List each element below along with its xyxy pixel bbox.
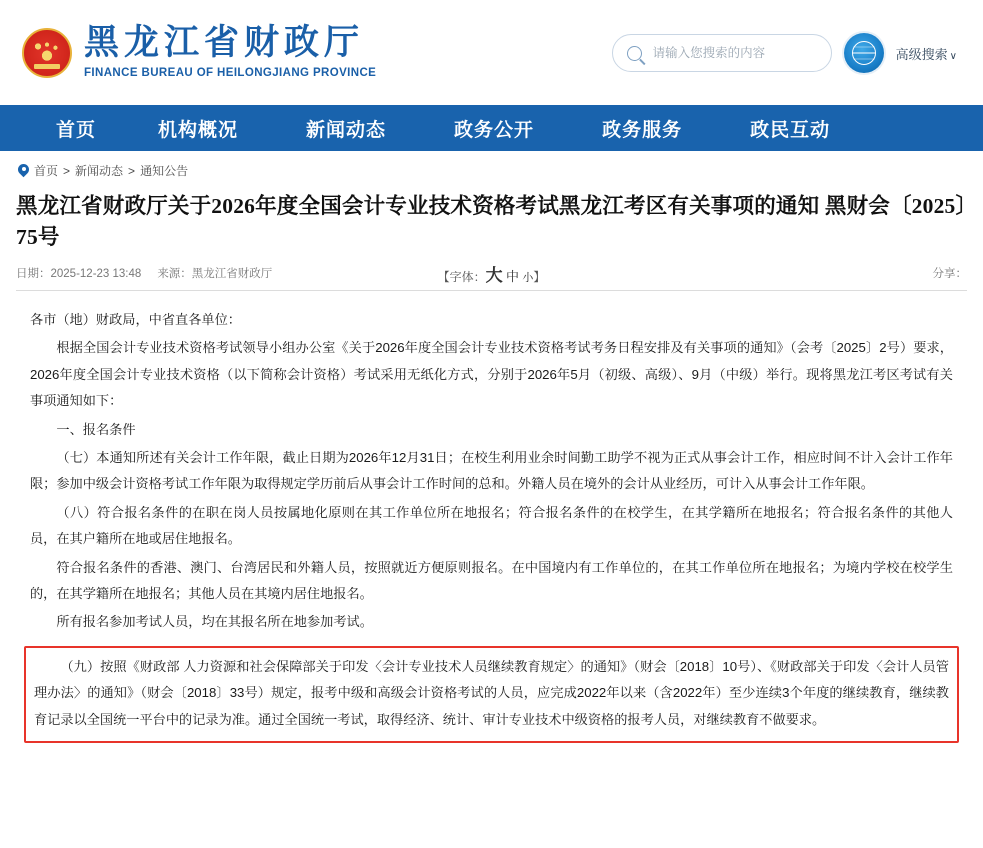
highlighted-paragraph-box — [24, 646, 959, 743]
article-meta — [16, 265, 967, 291]
article-paragraph: （八）符合报名条件的在职在岗人员按属地化原则在其工作单位所在地报名；符合报名条件的在校学生，在其学籍所在地报名；符合报名条件的其他人员，在其户籍所在地或居住地报名。 — [30, 504, 953, 547]
article-paragraph: （七）本通知所述有关会计工作年限，截止日期为2026年12月31日；在校生利用业余时间勤工助学不视为正式从事会计工作，相应时间不计入会计工作年限；参加中级会计资格考试工作年限为取得规定学历前后从事会计工作时间的总和。外籍人员在境外的会计从业经历，可计入从事会计工作年限。 — [30, 450, 953, 492]
font-size-medium-button[interactable]: 中 — [505, 268, 520, 284]
share-label: 分享： — [932, 268, 967, 280]
nav-item-public-interaction[interactable]: 政民互动 — [750, 119, 831, 141]
search-box[interactable] — [612, 34, 832, 72]
font-size-control — [438, 261, 546, 286]
article-source: 来源：黑龙江省财政厅 — [157, 268, 273, 280]
article-paragraph: 所有报名参加考试人员，均在其报名所在地参加考试。 — [56, 614, 373, 630]
nav-item-organization[interactable]: 机构概况 — [158, 119, 239, 141]
location-pin-icon — [18, 164, 29, 177]
site-header — [0, 0, 983, 105]
globe-icon[interactable] — [844, 33, 884, 73]
search-input[interactable] — [651, 45, 817, 61]
article-date: 日期：2025-12-23 13:48 — [16, 268, 142, 280]
article-paragraph: 根据全国会计专业技术资格考试领导小组办公室《关于2026年度全国会计专业技术资格考试考务日程安排及有关事项的通知》（会考〔2025〕2号）要求，2026年度全国会计专业技术资格（以下简称会计资格）考试采用无纸化方式，分别于2026年5月（初级、高级）、9月（中级）举行。现将黑龙江考区考试有关事项通知如下： — [30, 340, 953, 409]
national-emblem-icon — [22, 28, 72, 78]
font-size-suffix: 】 — [533, 269, 546, 284]
main-nav — [0, 105, 983, 151]
advanced-search-label: 高级搜索 — [895, 46, 948, 62]
breadcrumb-separator: > — [128, 163, 136, 178]
nav-item-home[interactable]: 首页 — [56, 119, 97, 141]
article-paragraph: 各市（地）财政局，中省直各单位： — [30, 312, 241, 327]
font-size-small-button[interactable]: 小 — [522, 271, 534, 284]
breadcrumb-item-home[interactable]: 首页 — [34, 164, 59, 178]
nav-item-affairs-service[interactable]: 政务服务 — [602, 119, 683, 141]
font-size-large-button[interactable]: 大 — [485, 265, 503, 285]
breadcrumb — [0, 151, 983, 185]
breadcrumb-item-notice[interactable]: 通知公告 — [140, 164, 189, 178]
nav-item-news[interactable]: 新闻动态 — [306, 119, 387, 141]
site-subtitle: FINANCE BUREAU OF HEILONGJIANG PROVINCE — [84, 67, 377, 80]
site-title: 黑龙江省财政厅 — [84, 23, 365, 63]
breadcrumb-item-news[interactable]: 新闻动态 — [75, 164, 124, 178]
font-size-prefix: 【字体： — [437, 269, 486, 284]
chevron-down-icon: ∨ — [949, 50, 957, 62]
site-logo[interactable] — [22, 25, 376, 80]
advanced-search-button[interactable] — [896, 44, 957, 63]
article-body — [0, 291, 983, 743]
article-section-heading: 一、报名条件 — [56, 421, 136, 437]
site-title-block — [84, 25, 376, 80]
search-icon[interactable] — [627, 46, 642, 61]
article-paragraph-highlighted: （九）按照《财政部 人力资源和社会保障部关于印发〈会计专业技术人员继续教育规定〉的通知》（财会〔2018〕10号）、《财政部关于印发〈会计人员管理办法〉的通知》（财会〔2018〕33号）规定，报考中级和高级会计资格考试的人员，应完成2022年以来（含2022年）至少连续3个年度的继续教育，继续教育记录以全国统一平台中的记录为准。通过全国统一考试，取得经济、统计、审计专业技术中级资格的报考人员，对继续教育不做要求。 — [34, 658, 949, 727]
page-title: 黑龙江省财政厅关于2026年度全国会计专业技术资格考试黑龙江考区有关事项的通知 黑财会〔2025〕75号 — [16, 194, 967, 249]
breadcrumb-separator: > — [63, 163, 71, 178]
search-area — [612, 33, 957, 73]
article-paragraph: 符合报名条件的香港、澳门、台湾居民和外籍人员，按照就近方便原则报名。在中国境内有工作单位的，在其工作单位所在地报名；为境内学校在校学生的，在其学籍所在地报名；其他人员在其境内居住地报名。 — [30, 559, 953, 602]
nav-item-affairs-disclosure[interactable]: 政务公开 — [454, 119, 535, 141]
